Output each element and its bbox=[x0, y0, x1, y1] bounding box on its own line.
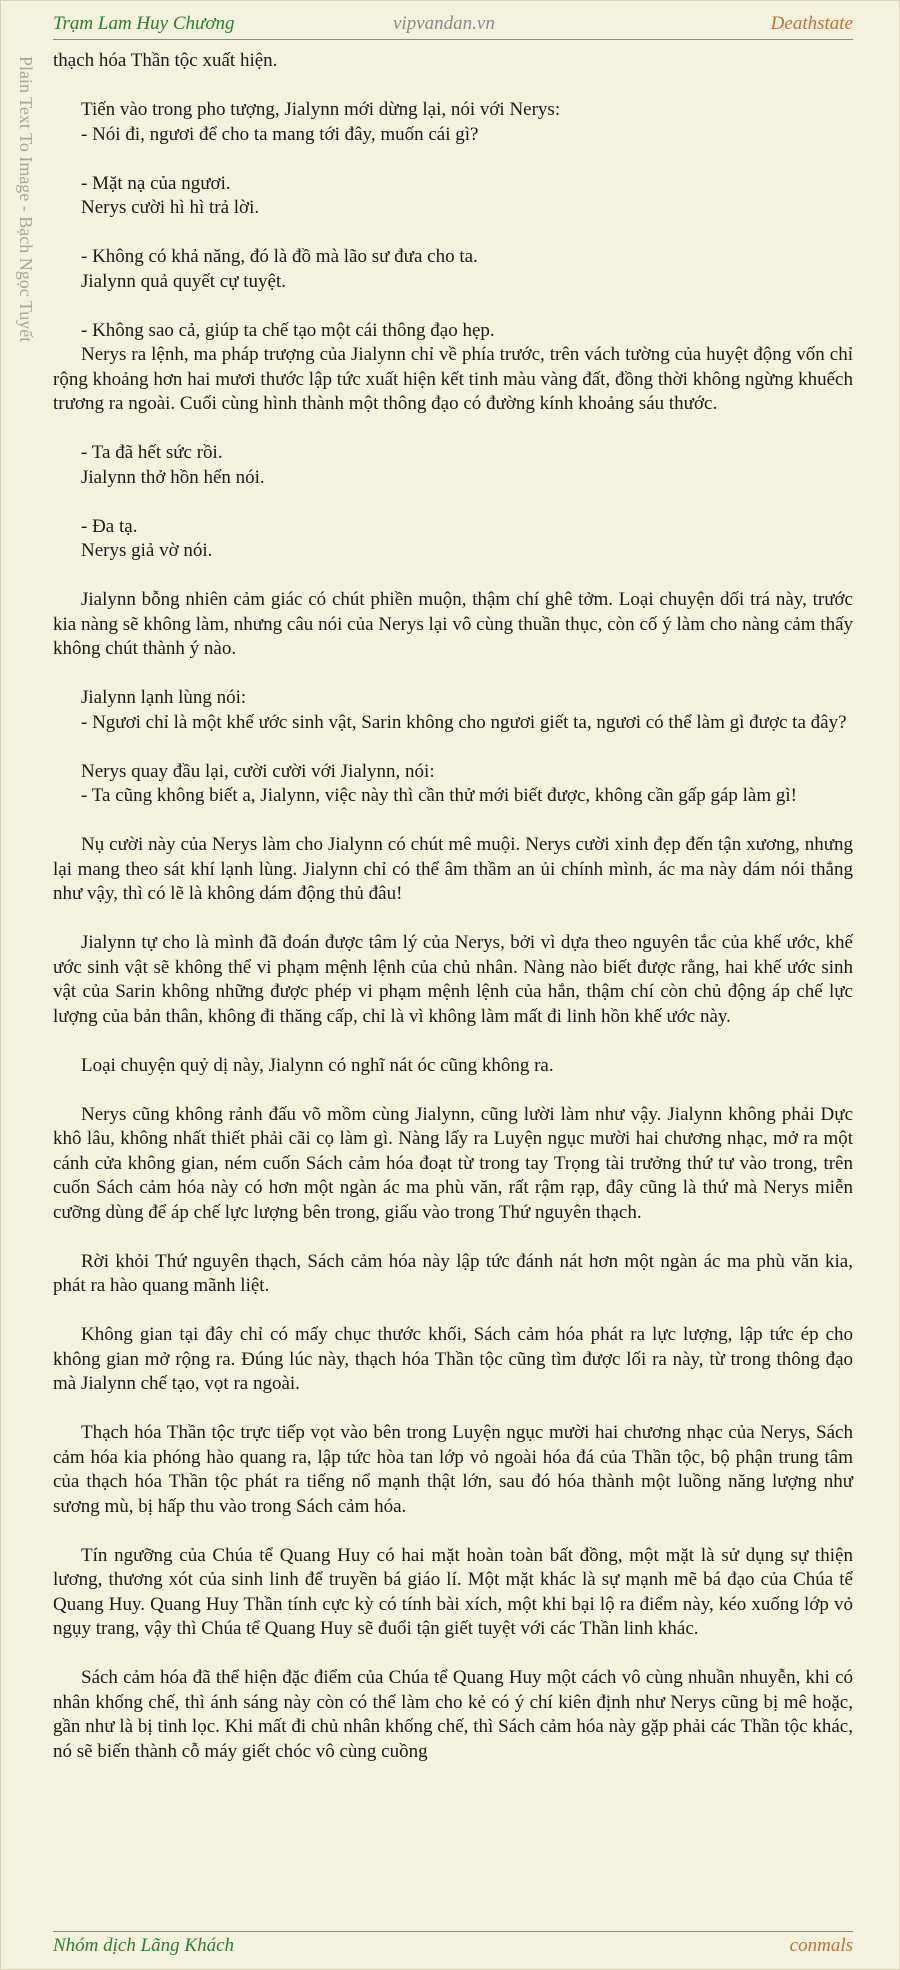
chapter-text bbox=[53, 49, 853, 1764]
text-paragraph: Loại chuyện quỷ dị này, Jialynn có nghĩ nát óc cũng không ra. bbox=[81, 1054, 554, 1076]
text-paragraph: Tín ngưỡng của Chúa tể Quang Huy có hai mặt hoàn toàn bất đồng, một mặt là sử dụng sự thiện lương, thương xót của sinh linh để truyền bá giáo lí. Một mặt khác là sự mạnh mẽ bá đạo của Chúa tể Quang Huy. Quang Huy Thần tính cực kỳ có tính bài xích, một khi bại lộ ra điểm này, kéo xuống lớp vỏ ngụy trang, vậy thì Chúa tể Quang Huy sẽ đuổi tận giết tuyệt với các Thần linh khác. bbox=[53, 1544, 853, 1639]
page-footer bbox=[53, 1931, 853, 1962]
text-paragraph: Thạch hóa Thần tộc trực tiếp vọt vào bên trong Luyện ngục mười hai chương nhạc của Nerys, Sách cảm hóa kia phóng hào quang ra, lập tức hòa tan lớp vỏ ngoài hóa đá của Thần tộc, bộ phận trung tâm của thạch hóa Thần tộc phát ra tiếng nổ mạnh thật lớn, sau đó hóa thành một luồng năng lượng như sương mù, bị hấp thu vào trong Sách cảm hóa. bbox=[53, 1422, 853, 1517]
blank-line bbox=[53, 564, 853, 589]
footer-editor: conmals bbox=[789, 1935, 853, 1956]
text-paragraph: Nerys cười hì hì trả lời. bbox=[81, 197, 260, 218]
header-source-title: Trạm Lam Huy Chương bbox=[53, 13, 235, 34]
blank-line bbox=[53, 1299, 853, 1324]
text-paragraph: Jialynn bỗng nhiên cảm giác có chút phiền muộn, thậm chí ghê tởm. Loại chuyện dối trá này, trước kia nàng sẽ không làm, nhưng câu nói của Nerys lại vô cùng thuần thục, còn cố ý làm cho nàng cảm thấy không chút thành ý nào. bbox=[53, 589, 853, 659]
text-paragraph: Nerys ra lệnh, ma pháp trượng của Jialynn chỉ về phía trước, trên vách tường của huyệt động vốn chỉ rộng khoảng hơn hai mươi thước lập tức xuất hiện kết tinh màu vàng đất, đồng thời không ngừng khuếch trương ra ngoài. Cuối cùng hình thành một thông đạo có đường kính khoảng sáu thước. bbox=[53, 344, 853, 414]
footer-translator-group: Nhóm dịch Lãng Khách bbox=[53, 1935, 235, 1956]
text-paragraph: Nerys quay đầu lại, cười cười với Jialynn, nói: bbox=[81, 760, 435, 782]
blank-line bbox=[53, 735, 853, 760]
text-paragraph: Jialynn quả quyết cự tuyệt. bbox=[81, 270, 287, 292]
text-paragraph: - Ta cũng không biết a, Jialynn, việc này thì cần thử mới biết được, không cần gấp gáp làm gì! bbox=[81, 785, 797, 806]
blank-line bbox=[53, 1397, 853, 1422]
text-paragraph: - Nói đi, ngươi để cho ta mang tới đây, muốn cái gì? bbox=[81, 123, 479, 145]
blank-line bbox=[53, 809, 853, 834]
text-paragraph: Sách cảm hóa đã thể hiện đặc điểm của Chúa tể Quang Huy một cách vô cùng nhuần nhuyễn, khi có nhân khống chế, thì ánh sáng này còn có thể làm cho kẻ có ý chí kiên định như Nerys cũng bị mê hoặc, gần như là bị tinh lọc. Khi mất đi chủ nhân khống chế, thì Sách cảm hóa này gặp phải các Thần tộc khác, nó sẽ biến thành cỗ máy giết chóc vô cùng cuồng bbox=[53, 1667, 853, 1762]
side-watermark: Plain Text To Image - Bạch Ngọc Tuyết bbox=[16, 56, 36, 343]
blank-line bbox=[53, 490, 853, 515]
text-paragraph: thạch hóa Thần tộc xuất hiện. bbox=[53, 50, 278, 71]
text-paragraph: - Ngươi chỉ là một khế ước sinh vật, Sarin không cho ngươi giết ta, ngươi có thể làm gì được ta đây? bbox=[81, 711, 847, 733]
text-paragraph: Jialynn lạnh lùng nói: bbox=[81, 687, 247, 708]
text-paragraph: - Không sao cả, giúp ta chế tạo một cái thông đạo hẹp. bbox=[81, 319, 495, 341]
text-paragraph: Nerys giả vờ nói. bbox=[81, 540, 213, 561]
blank-line bbox=[53, 1519, 853, 1544]
text-paragraph: Rời khỏi Thứ nguyên thạch, Sách cảm hóa này lập tức đánh nát hơn một ngàn ác ma phù văn kia, phát ra hào quang mãnh liệt. bbox=[53, 1250, 853, 1296]
blank-line bbox=[53, 221, 853, 246]
header-website: vipvandan.vn bbox=[393, 13, 495, 34]
blank-line bbox=[53, 662, 853, 687]
text-paragraph: Không gian tại đây chỉ có mấy chục thước khối, Sách cảm hóa phát ra lực lượng, lập tức ép cho không gian mở rộng ra. Đúng lúc này, thạch hóa Thần tộc cũng tìm được lối ra này, từ trong thông đạo mà Jialynn chế tạo, vọt ra ngoài. bbox=[53, 1324, 853, 1394]
blank-line bbox=[53, 74, 853, 99]
text-paragraph: Nerys cũng không rảnh đấu võ mồm cùng Jialynn, cũng lười làm như vậy. Jialynn không phải Dực khô lâu, không nhất thiết phải cãi cọ làm gì. Nàng lấy ra Luyện ngục mười hai chương nhạc, mở ra một cánh cửa không gian, ném cuốn Sách cảm hóa đoạt từ trong tay Trọng tài trưởng thứ tư vào trong, trên cuốn Sách cảm hóa này có hơn một ngàn ác ma phù văn, rất rậm rạp, đây cũng là thứ mà Nerys miễn cưỡng dùng để áp chế lực lượng bên trong, giấu vào trong Thứ nguyên thạch. bbox=[53, 1103, 853, 1223]
blank-line bbox=[53, 1642, 853, 1667]
header-author: Deathstate bbox=[770, 13, 853, 34]
text-paragraph: - Mặt nạ của ngươi. bbox=[81, 172, 231, 194]
blank-line bbox=[53, 907, 853, 932]
page-header bbox=[53, 11, 853, 40]
blank-line bbox=[53, 294, 853, 319]
blank-line bbox=[53, 1225, 853, 1250]
text-paragraph: - Đa tạ. bbox=[81, 515, 138, 537]
text-paragraph: - Không có khả năng, đó là đồ mà lão sư đưa cho ta. bbox=[81, 246, 478, 267]
blank-line bbox=[53, 1078, 853, 1103]
text-paragraph: - Ta đã hết sức rồi. bbox=[81, 442, 223, 463]
blank-line bbox=[53, 147, 853, 172]
text-paragraph: Jialynn thở hồn hển nói. bbox=[81, 466, 265, 488]
blank-line bbox=[53, 417, 853, 442]
blank-line bbox=[53, 1029, 853, 1054]
text-paragraph: Jialynn tự cho là mình đã đoán được tâm lý của Nerys, bởi vì dựa theo nguyên tắc của khế ước, khế ước sinh vật sẽ không thể vi phạm mệnh lệnh của chủ nhân. Nàng nào biết được rằng, hai khế ước sinh vật của Sarin không những được phép vi phạm mệnh lệnh của hắn, thậm chí còn chủ động áp chế lực lượng của bản thân, không đi thăng cấp, chỉ là vì không làm mất đi linh hồn khế ước này. bbox=[53, 932, 853, 1027]
text-paragraph: Nụ cười này của Nerys làm cho Jialynn có chút mê muội. Nerys cười xinh đẹp đến tận xương, nhưng lại mang theo sát khí lạnh lùng. Jialynn chỉ có thể âm thầm an ủi chính mình, ác ma này dám nói thẳng như vậy, thì có lẽ là không dám động thủ đâu! bbox=[53, 834, 853, 904]
text-paragraph: Tiến vào trong pho tượng, Jialynn mới dừng lại, nói với Nerys: bbox=[81, 99, 561, 120]
